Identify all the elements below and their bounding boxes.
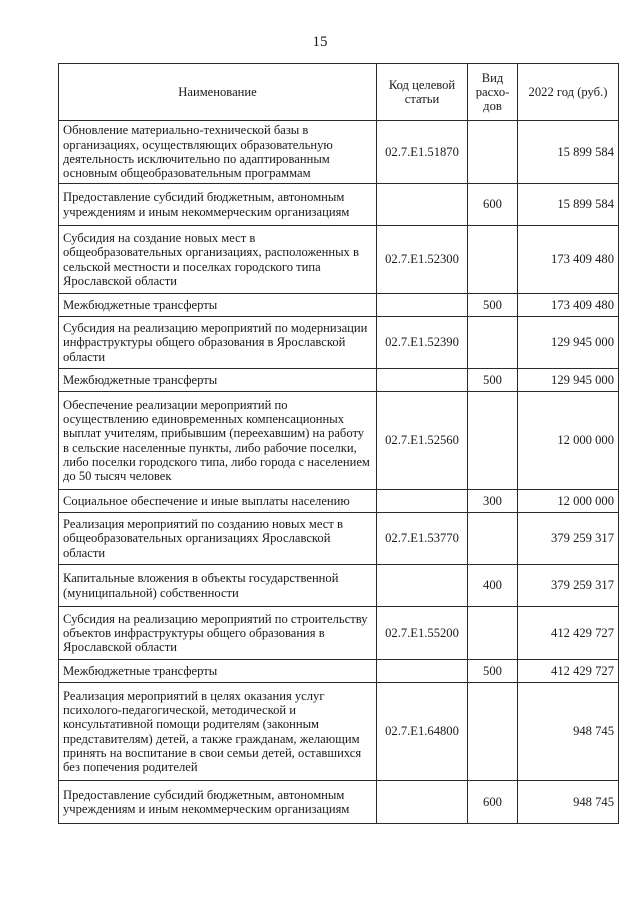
row-amount: 173 409 480	[518, 294, 619, 317]
table-header-row	[59, 64, 619, 121]
table-row	[59, 369, 619, 392]
row-name: Субсидия на реализацию мероприятий по модернизации инфраструктуры общего образования в Ярославской области	[59, 317, 377, 369]
table-row	[59, 294, 619, 317]
row-code: 02.7.E1.51870	[377, 121, 468, 184]
row-name: Предоставление субсидий бюджетным, автономным учреждениям и иным некоммерческим организациям	[59, 184, 377, 226]
table-row	[59, 121, 619, 184]
row-type	[468, 317, 518, 369]
table-row	[59, 660, 619, 683]
row-amount: 173 409 480	[518, 226, 619, 294]
row-type: 400	[468, 565, 518, 607]
table-row	[59, 565, 619, 607]
page-number: 15	[312, 34, 328, 50]
row-amount: 12 000 000	[518, 490, 619, 513]
row-code	[377, 565, 468, 607]
table-row	[59, 392, 619, 490]
row-amount: 412 429 727	[518, 607, 619, 660]
row-name: Реализация мероприятий по созданию новых мест в общеобразовательных организациях Ярославской области	[59, 513, 377, 565]
row-type	[468, 392, 518, 490]
header-amount: 2022 год (руб.)	[518, 64, 619, 121]
row-name: Субсидия на создание новых мест в общеобразовательных организациях, расположенных в сельской местности и поселках городского типа Ярославской области	[59, 226, 377, 294]
row-name: Обеспечение реализации мероприятий по осуществлению единовременных компенсационных выплат учителям, прибывшим (переехавшим) на работу в сельские населенные пункты, либо рабочие поселки, либо поселки городского типа, либо города с населением до 50 тысяч человек	[59, 392, 377, 490]
row-type	[468, 226, 518, 294]
table-row	[59, 490, 619, 513]
row-code: 02.7.E1.52300	[377, 226, 468, 294]
row-type	[468, 121, 518, 184]
row-name: Социальное обеспечение и иные выплаты населению	[59, 490, 377, 513]
row-code: 02.7.E1.52560	[377, 392, 468, 490]
budget-table	[58, 63, 619, 824]
row-code: 02.7.E1.64800	[377, 683, 468, 781]
row-name: Субсидия на реализацию мероприятий по строительству объектов инфраструктуры общего образования в Ярославской области	[59, 607, 377, 660]
row-name: Капитальные вложения в объекты государственной (муниципальной) собственности	[59, 565, 377, 607]
header-name: Наименование	[59, 64, 377, 121]
row-name: Межбюджетные трансферты	[59, 294, 377, 317]
header-type: Вид расхо-дов	[468, 64, 518, 121]
row-type: 600	[468, 184, 518, 226]
row-type: 300	[468, 490, 518, 513]
row-code	[377, 294, 468, 317]
row-name: Обновление материально-технической базы в организациях, осуществляющих образовательную деятельность исключительно по адаптированным основным общеобразовательным программам	[59, 121, 377, 184]
row-amount: 129 945 000	[518, 369, 619, 392]
row-type: 500	[468, 660, 518, 683]
row-amount: 12 000 000	[518, 392, 619, 490]
row-type	[468, 607, 518, 660]
table-row	[59, 513, 619, 565]
row-amount: 379 259 317	[518, 513, 619, 565]
row-amount: 948 745	[518, 781, 619, 824]
row-code: 02.7.E1.53770	[377, 513, 468, 565]
row-code	[377, 184, 468, 226]
row-amount: 15 899 584	[518, 184, 619, 226]
row-name: Предоставление субсидий бюджетным, автономным учреждениям и иным некоммерческим организациям	[59, 781, 377, 824]
row-amount: 948 745	[518, 683, 619, 781]
row-code: 02.7.E1.55200	[377, 607, 468, 660]
header-code: Код целевой статьи	[377, 64, 468, 121]
row-type: 600	[468, 781, 518, 824]
row-amount: 15 899 584	[518, 121, 619, 184]
table-row	[59, 607, 619, 660]
table-row	[59, 781, 619, 824]
table-row	[59, 226, 619, 294]
table-row	[59, 317, 619, 369]
row-amount: 129 945 000	[518, 317, 619, 369]
row-code	[377, 369, 468, 392]
row-type	[468, 513, 518, 565]
row-amount: 412 429 727	[518, 660, 619, 683]
row-name: Межбюджетные трансферты	[59, 660, 377, 683]
row-type: 500	[468, 294, 518, 317]
row-code	[377, 490, 468, 513]
table-row	[59, 184, 619, 226]
row-type: 500	[468, 369, 518, 392]
row-code: 02.7.E1.52390	[377, 317, 468, 369]
row-code	[377, 781, 468, 824]
row-name: Реализация мероприятий в целях оказания услуг психолого-педагогической, методической и консультативной помощи родителям (законным представителям) детей, а также гражданам, желающим принять на воспитание в свои семьи детей, оставшихся без попечения родителей	[59, 683, 377, 781]
table-row	[59, 683, 619, 781]
row-code	[377, 660, 468, 683]
row-amount: 379 259 317	[518, 565, 619, 607]
row-type	[468, 683, 518, 781]
row-name: Межбюджетные трансферты	[59, 369, 377, 392]
